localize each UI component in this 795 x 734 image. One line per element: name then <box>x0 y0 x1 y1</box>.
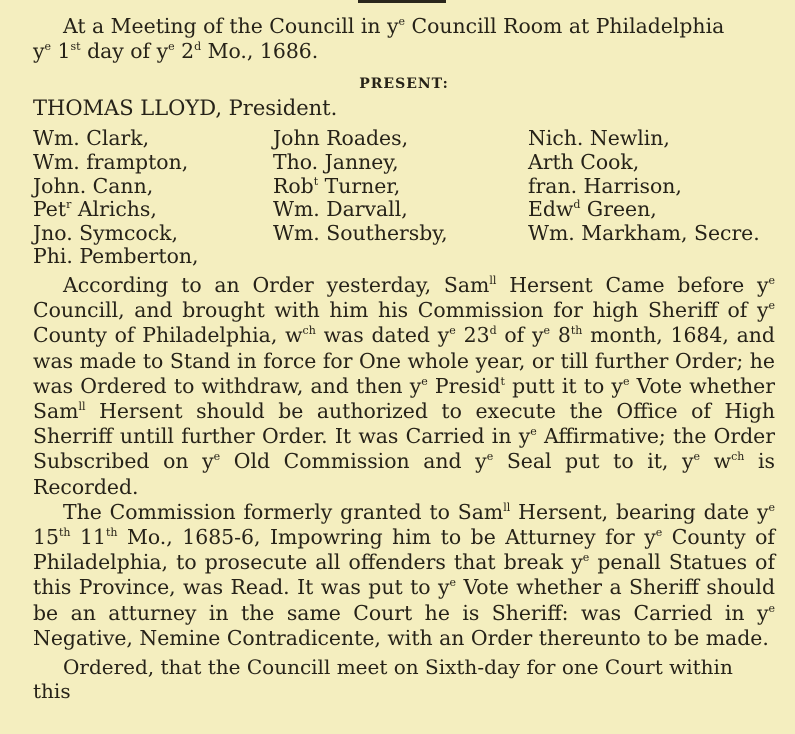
paragraph-order-hersent: According to an Order yesterday, Sam$^{ll}$ Hersent Came before $y^e$ Councill, and brought with him his Commission for high Sheriff of $y^e$ County of Philadelphia, $w^{ch}$ was dated $y^e$ 23$^d$ of $y^e$ 8th month, 1684, and was made to Stand in force for One whole year, or till further Order; he was Ordered to withdraw, and then $y^e$ Presid$^t$ putt it to $y^e$ Vote whether Sam$^{ll}$ Hersent should be authorized to execute the Office of High Sherriff untill further Order. It was Carried in $y^e$ Affirmative; the Order Subscribed on $y^e$ Old Commission and $y^e$ Seal put to it, $y^e$ $w^{ch}$ is Recorded. <box>33 272 775 499</box>
member: Wm. Southersby, <box>273 220 448 245</box>
members-list <box>33 127 775 269</box>
member: Tho. Janney, <box>273 150 399 174</box>
member: Wm. Darvall, <box>273 197 408 222</box>
member: Edw$^d$ Green, <box>528 197 657 222</box>
paragraph-commission-atturney: The Commission formerly granted to Sam$^{ll}$ Hersent, bearing date $y^e$ 15th 11th Mo., 1685-6, Impowring him to be Atturney for $y^e$ County of Philadelphia, to prosecute all offenders that break $y^e$ penall Statues of this Province, was Read. It was put to $y^e$ Vote whether a Sheriff should be an atturney in the same Court he is Sheriff: was Carried in $y^e$ Negative, Nemine Contradicente, with an Order thereunto to be made. <box>33 499 775 650</box>
president-line: THOMAS LLOYD, President. <box>33 96 338 121</box>
top-rule <box>358 0 446 3</box>
member: Nich. Newlin, <box>528 126 670 151</box>
member: Wm. Clark, <box>33 126 150 151</box>
member: fran. Harrison, <box>528 173 682 198</box>
heading-line-1: At a Meeting of the Councill in $y^e$ Councill Room at Philadelphia <box>63 14 725 38</box>
member: Rob$^t$ Turner, <box>273 173 401 198</box>
present-label: PRESENT: <box>359 76 449 93</box>
member: Wm. frampton, <box>33 150 189 174</box>
member: Jno. Symcock, <box>33 220 178 245</box>
member: John. Cann, <box>33 173 154 198</box>
member: Phi. Pemberton, <box>33 244 199 269</box>
member: Arth Cook, <box>528 150 640 174</box>
meeting-heading <box>33 14 775 64</box>
member: John Roades, <box>273 126 409 151</box>
cut-off-line: Ordered, that the Councill meet on Sixth-day for one Court within this <box>33 655 733 704</box>
member: Pet$^r$ Alrichs, <box>33 197 157 222</box>
member: Wm. Markham, Secre. <box>528 220 760 245</box>
heading-line-2: $y^e$ 1st day of $y^e$ 2$^d$ Mo., 1686. <box>33 39 319 64</box>
document-page <box>33 14 775 704</box>
